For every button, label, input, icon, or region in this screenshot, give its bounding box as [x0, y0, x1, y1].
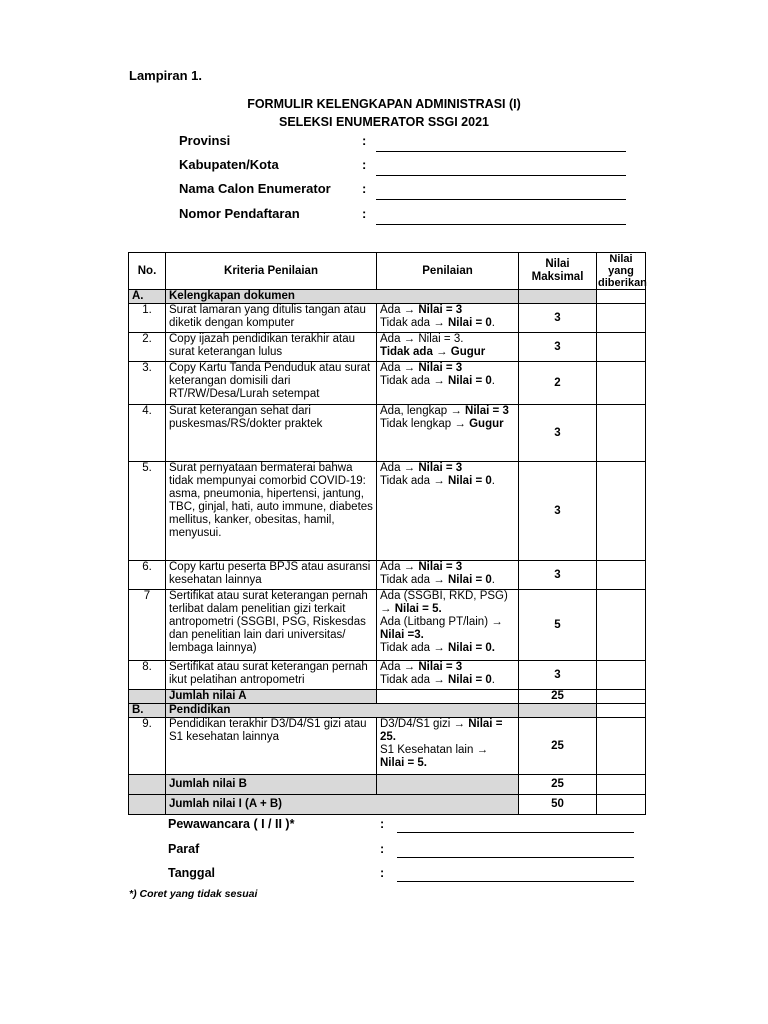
section-filler [597, 290, 646, 304]
arrow-right-icon: → [403, 304, 416, 316]
section-row-b [129, 704, 646, 718]
score-text: Nilai = 3 [465, 405, 509, 417]
given-score-cell[interactable] [597, 561, 646, 590]
row-number: 2. [129, 333, 166, 362]
score-text: Nilai = 0. [447, 642, 495, 654]
footnote: *) Coret yang tidak sesuai [129, 888, 258, 900]
col-header-kriteria: Kriteria Penilaian [166, 253, 377, 290]
option-text: S1 Kesehatan lain [380, 744, 474, 756]
section-title: Kelengkapan dokumen [166, 290, 519, 304]
empty-cell [129, 795, 166, 815]
total-row [129, 795, 646, 815]
score-text: Nilai = 0 [447, 375, 492, 387]
score-text: Nilai = 5. [394, 603, 442, 615]
row-penilaian [377, 333, 519, 362]
paraf-blank-line[interactable] [397, 857, 634, 858]
option-text: Tidak ada [380, 674, 431, 686]
score-text: Nilai = 3 [418, 362, 463, 374]
row-kriteria: Sertifikat atau surat keterangan pernah terlibat dalam penelitian gizi terkait antropometri (SSGBI, PSG, Riskesdas dan penelitian lain dari universitas/ lembaga lainnya) [166, 590, 377, 661]
row-kriteria: Copy ijazah pendidikan terakhir atau surat keterangan lulus [166, 333, 377, 362]
arrow-right-icon: → [433, 674, 445, 686]
row-kriteria: Pendidikan terakhir D3/D4/S1 gizi atau S1 kesehatan lainnya [166, 718, 377, 775]
col-header-no: No. [129, 253, 166, 290]
section-filler [597, 704, 646, 718]
field-label: Provinsi [179, 133, 231, 148]
criteria-table [128, 252, 646, 815]
given-score-cell[interactable] [597, 590, 646, 661]
row-penilaian [377, 462, 519, 561]
tanggal-blank-line[interactable] [397, 881, 634, 882]
score-text: Nilai = 3 [418, 304, 463, 316]
score-text: Nilai = 0 [447, 475, 492, 487]
option-text: Tidak ada [380, 346, 433, 358]
option-text: Ada [380, 561, 401, 573]
kabupaten-kota-blank-line[interactable] [376, 175, 626, 176]
score-text: Nilai = 5. [380, 757, 427, 769]
row-kriteria: Surat lamaran yang ditulis tangan atau diketik dengan komputer [166, 304, 377, 333]
row-number: 3. [129, 362, 166, 405]
option-text: Tidak ada [380, 317, 431, 329]
period: . [491, 317, 495, 329]
table-row [129, 333, 646, 362]
option-text: Tidak ada [380, 375, 431, 387]
option-text: Ada, lengkap [380, 405, 448, 417]
arrow-right-icon: → [491, 616, 503, 628]
arrow-right-icon: → [476, 744, 489, 756]
score-text: Nilai = 0 [447, 317, 492, 329]
row-number: 9. [129, 718, 166, 775]
given-score-cell[interactable] [597, 362, 646, 405]
score-text: Gugur [469, 418, 504, 430]
arrow-right-icon: → [453, 718, 466, 730]
max-score: 3 [519, 462, 597, 561]
table-row [129, 718, 646, 775]
arrow-right-icon: → [403, 561, 416, 573]
max-score: 3 [519, 661, 597, 690]
arrow-right-icon: → [450, 405, 462, 417]
section-number: B. [129, 704, 166, 718]
attachment-label: Lampiran 1. [129, 68, 202, 83]
subtotal-row-b [129, 775, 646, 795]
given-score-cell[interactable] [597, 718, 646, 775]
field-colon: : [380, 817, 385, 831]
option-text: Ada [380, 661, 401, 673]
row-number: 6. [129, 561, 166, 590]
given-score-cell[interactable] [597, 775, 646, 795]
table-row [129, 561, 646, 590]
row-number: 5. [129, 462, 166, 561]
arrow-right-icon: → [403, 661, 416, 673]
score-text: Nilai = 3 [418, 661, 463, 673]
section-row-a [129, 290, 646, 304]
row-number: 7 [129, 590, 166, 661]
section-filler [519, 290, 597, 304]
given-score-cell[interactable] [597, 661, 646, 690]
max-score: 3 [519, 333, 597, 362]
table-row [129, 462, 646, 561]
row-kriteria: Sertifikat atau surat keterangan pernah ikut pelatihan antropometri [166, 661, 377, 690]
arrow-right-icon: → [433, 317, 445, 329]
row-number: 4. [129, 405, 166, 462]
option-text: Ada (Litbang PT/lain) [380, 616, 489, 628]
row-penilaian [377, 362, 519, 405]
row-penilaian [377, 718, 519, 775]
max-score: 5 [519, 590, 597, 661]
row-kriteria: Surat pernyataan bermaterai bahwa tidak mempunyai comorbid COVID-19: asma, pneumonia, hipertensi, jantung, TBC, ginjal, hati, auto immune, diabetes mellitus, kanker, obesitas, hamil, menyusui. [166, 462, 377, 561]
max-score: 3 [519, 405, 597, 462]
arrow-right-icon: → [403, 362, 416, 374]
col-header-penilaian: Penilaian [377, 253, 519, 290]
col-header-nilai-maksimal: Nilai Maksimal [519, 253, 597, 290]
option-text: Ada [380, 362, 401, 374]
subtotal-row-a [129, 690, 646, 704]
empty-cell [129, 690, 166, 704]
option-text: Ada [380, 304, 401, 316]
table-row [129, 304, 646, 333]
total-value: 50 [519, 795, 597, 815]
empty-cell [129, 775, 166, 795]
option-text: Ada (SSGBI, RKD, PSG) [380, 590, 508, 602]
given-score-cell[interactable] [597, 333, 646, 362]
subtotal-label: Jumlah nilai B [166, 775, 377, 795]
row-number: 1. [129, 304, 166, 333]
option-text: D3/D4/S1 gizi [380, 718, 451, 730]
row-kriteria: Copy Kartu Tanda Penduduk atau surat keterangan domisili dari RT/RW/Desa/Lurah setempat [166, 362, 377, 405]
field-colon: : [362, 157, 367, 172]
row-penilaian [377, 405, 519, 462]
period: . [491, 375, 495, 387]
empty-cell [377, 775, 519, 795]
given-score-cell[interactable] [597, 304, 646, 333]
table-row [129, 362, 646, 405]
option-text: Ada [380, 462, 401, 474]
table-row [129, 405, 646, 462]
field-colon: : [380, 866, 385, 880]
table-header-row [129, 253, 646, 290]
subtotal-value: 25 [519, 690, 597, 704]
arrow-right-icon: → [380, 603, 392, 615]
row-penilaian [377, 561, 519, 590]
given-score-cell[interactable] [597, 405, 646, 462]
row-number: 8. [129, 661, 166, 690]
field-colon: : [362, 133, 367, 148]
field-label: Nama Calon Enumerator [179, 181, 331, 196]
field-label: Kabupaten/Kota [179, 157, 279, 172]
score-text: Gugur [450, 346, 486, 358]
option-text: Tidak ada [380, 475, 431, 487]
arrow-right-icon: → [433, 574, 445, 586]
subtotal-label: Jumlah nilai A [166, 690, 377, 704]
period: . [491, 674, 495, 686]
field-colon: : [380, 842, 385, 856]
nomor-blank-line[interactable] [376, 224, 626, 225]
pewawancara-blank-line[interactable] [397, 832, 634, 833]
form-title: FORMULIR KELENGKAPAN ADMINISTRASI (I) [247, 97, 521, 111]
field-label: Tanggal [168, 866, 215, 880]
field-label: Pewawancara ( I / II )* [168, 817, 295, 831]
arrow-right-icon: → [403, 462, 416, 474]
given-score-cell[interactable] [597, 462, 646, 561]
arrow-right-icon: → [436, 346, 448, 358]
arrow-right-icon: → [403, 333, 416, 345]
score-text: Nilai = 0 [447, 674, 492, 686]
col-header-nilai-diberikan: Nilai yang diberikan [598, 253, 647, 289]
option-text: Ada [380, 333, 401, 345]
arrow-right-icon: → [454, 418, 466, 430]
score-text: Nilai = 0 [447, 574, 492, 586]
option-text: Tidak ada [380, 642, 431, 654]
nama-blank-line[interactable] [376, 199, 626, 200]
period: . [491, 574, 495, 586]
option-text: Tidak ada [380, 574, 431, 586]
option-text: Tidak lengkap [380, 418, 452, 430]
score-text: Nilai = 3. [418, 333, 464, 345]
empty-cell [377, 690, 519, 704]
arrow-right-icon: → [433, 375, 445, 387]
subtotal-value: 25 [519, 775, 597, 795]
given-score-cell[interactable] [597, 795, 646, 815]
given-score-cell[interactable] [597, 690, 646, 704]
max-score: 2 [519, 362, 597, 405]
score-text: Nilai =3. [380, 629, 424, 641]
section-number: A. [129, 290, 166, 304]
max-score: 3 [519, 304, 597, 333]
row-penilaian [377, 590, 519, 661]
field-label: Paraf [168, 842, 200, 856]
arrow-right-icon: → [433, 475, 445, 487]
section-title: Pendidikan [166, 704, 519, 718]
section-filler [519, 704, 597, 718]
score-text: Nilai = 25. [380, 718, 503, 743]
table-row [129, 590, 646, 661]
row-penilaian [377, 661, 519, 690]
max-score: 3 [519, 561, 597, 590]
row-kriteria: Copy kartu peserta BPJS atau asuransi kesehatan lainnya [166, 561, 377, 590]
provinsi-blank-line[interactable] [376, 151, 626, 152]
arrow-right-icon: → [433, 642, 445, 654]
row-kriteria: Surat keterangan sehat dari puskesmas/RS/dokter praktek [166, 405, 377, 462]
field-colon: : [362, 181, 367, 196]
period: . [491, 475, 495, 487]
score-text: Nilai = 3 [418, 561, 463, 573]
score-text: Nilai = 3 [418, 462, 463, 474]
table-row [129, 661, 646, 690]
field-label: Nomor Pendaftaran [179, 206, 300, 221]
field-colon: : [362, 206, 367, 221]
row-penilaian [377, 304, 519, 333]
max-score: 25 [519, 718, 597, 775]
form-subtitle: SELEKSI ENUMERATOR SSGI 2021 [278, 115, 489, 129]
total-label: Jumlah nilai I (A + B) [166, 795, 519, 815]
